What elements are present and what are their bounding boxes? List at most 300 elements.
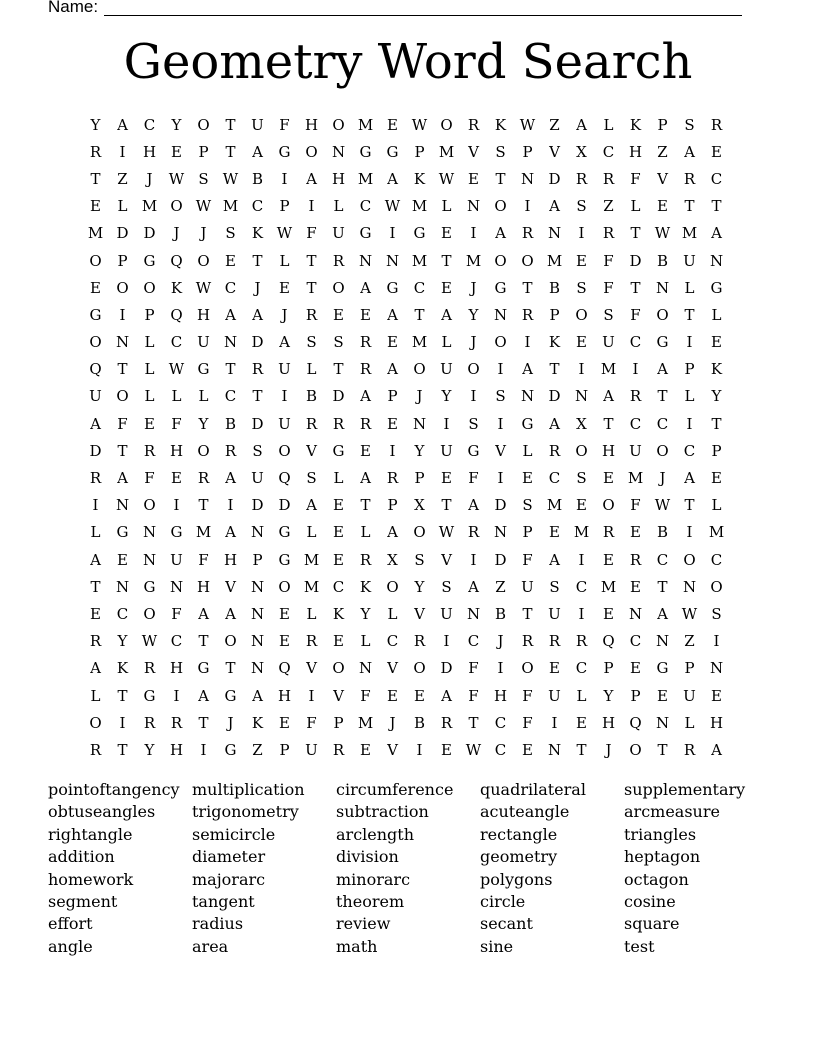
grid-letter: N xyxy=(223,333,238,352)
grid-letter: U xyxy=(332,224,345,243)
grid-letter: A xyxy=(387,523,398,542)
grid-letter: A xyxy=(90,550,101,569)
grid-letter: G xyxy=(143,686,156,705)
grid-letter: M xyxy=(438,142,455,161)
grid-letter: Y xyxy=(414,441,425,460)
word-list-item: majorarc xyxy=(192,869,266,889)
grid-letter: T xyxy=(306,251,317,270)
grid-letter: P xyxy=(117,251,128,270)
grid-letter: O xyxy=(278,577,291,596)
word-list-item: circle xyxy=(480,891,526,911)
grid-letter: E xyxy=(333,496,344,515)
grid-letter: B xyxy=(656,523,669,542)
grid-letter: O xyxy=(305,142,318,161)
grid-letter: F xyxy=(171,414,182,433)
grid-letter: R xyxy=(251,360,264,379)
grid-letter: R xyxy=(521,224,534,243)
grid-letter: I xyxy=(497,360,504,379)
word-list-item: triangles xyxy=(624,824,697,844)
grid-letter: E xyxy=(657,686,668,705)
grid-letter: H xyxy=(169,740,184,759)
grid-letter: R xyxy=(359,333,372,352)
grid-letter: K xyxy=(548,333,561,352)
grid-letter: G xyxy=(143,251,156,270)
grid-letter: D xyxy=(251,414,264,433)
grid-letter: D xyxy=(548,387,561,406)
grid-letter: Z xyxy=(684,632,695,651)
grid-letter: R xyxy=(440,713,453,732)
grid-letter: S xyxy=(576,278,587,297)
word-list-item: polygons xyxy=(480,869,553,889)
grid-letter: V xyxy=(549,142,560,161)
grid-letter: Q xyxy=(170,305,183,324)
grid-letter: S xyxy=(684,115,695,134)
grid-letter: R xyxy=(602,523,615,542)
grid-letter: E xyxy=(414,686,425,705)
grid-letter: X xyxy=(414,496,425,515)
grid-letter: P xyxy=(387,496,398,515)
grid-letter: W xyxy=(168,169,185,188)
grid-letter: R xyxy=(602,224,615,243)
grid-letter: E xyxy=(360,740,371,759)
grid-letter: D xyxy=(440,659,453,678)
grid-letter: C xyxy=(332,577,345,596)
grid-letter: J xyxy=(497,632,504,651)
grid-letter: M xyxy=(546,496,563,515)
grid-letter: Q xyxy=(170,251,183,270)
word-list-item: multiplication xyxy=(192,780,305,799)
grid-letter: C xyxy=(575,659,588,678)
grid-letter: U xyxy=(683,686,696,705)
grid-letter: R xyxy=(521,632,534,651)
grid-letter: O xyxy=(494,251,507,270)
grid-letter: U xyxy=(251,469,264,488)
grid-letter: T xyxy=(225,360,236,379)
grid-letter: K xyxy=(332,604,345,623)
grid-letter: A xyxy=(360,387,371,406)
grid-letter: A xyxy=(198,686,209,705)
grid-letter: T xyxy=(630,224,641,243)
grid-letter: M xyxy=(87,224,104,243)
grid-letter: O xyxy=(521,659,534,678)
grid-letter: N xyxy=(655,713,670,732)
grid-letter: L xyxy=(684,387,695,406)
grid-letter: I xyxy=(416,740,423,759)
grid-letter: F xyxy=(630,496,641,515)
word-list-item: arcmeasure xyxy=(624,802,720,822)
grid-letter: R xyxy=(305,305,318,324)
grid-letter: O xyxy=(710,577,723,596)
grid-letter: M xyxy=(195,523,212,542)
grid-letter: D xyxy=(494,550,507,569)
grid-letter: F xyxy=(144,469,155,488)
grid-letter: W xyxy=(438,169,455,188)
grid-letter: J xyxy=(389,713,396,732)
grid-letter: W xyxy=(654,496,671,515)
grid-letter: L xyxy=(333,469,344,488)
grid-letter: A xyxy=(711,740,722,759)
grid-letter: F xyxy=(198,550,209,569)
grid-letter: P xyxy=(333,713,344,732)
grid-letter: O xyxy=(116,387,129,406)
grid-letter: G xyxy=(224,686,237,705)
grid-letter: I xyxy=(686,333,693,352)
grid-letter: S xyxy=(441,577,452,596)
grid-letter: F xyxy=(360,686,371,705)
grid-letter: J xyxy=(416,387,423,406)
grid-letter: L xyxy=(90,523,101,542)
grid-letter: T xyxy=(711,197,722,216)
grid-letter: M xyxy=(573,523,590,542)
grid-letter: T xyxy=(630,278,641,297)
grid-letter: P xyxy=(144,305,155,324)
word-list-item: secant xyxy=(480,914,533,934)
grid-letter: A xyxy=(468,496,479,515)
grid-letter: F xyxy=(522,686,533,705)
grid-letter: E xyxy=(387,115,398,134)
grid-letter: S xyxy=(711,604,722,623)
grid-letter: A xyxy=(549,414,560,433)
grid-letter: L xyxy=(576,686,587,705)
grid-letter: I xyxy=(524,333,531,352)
grid-letter: S xyxy=(495,387,506,406)
grid-letter: E xyxy=(630,577,641,596)
grid-letter: F xyxy=(522,713,533,732)
grid-letter: C xyxy=(548,469,561,488)
grid-letter: R xyxy=(548,441,561,460)
grid-letter: S xyxy=(495,142,506,161)
grid-letter: X xyxy=(576,414,587,433)
grid-letter: N xyxy=(709,659,724,678)
grid-letter: G xyxy=(413,224,426,243)
grid-letter: K xyxy=(413,169,426,188)
grid-letter: L xyxy=(90,686,101,705)
word-list-item: minorarc xyxy=(336,869,411,889)
grid-letter: E xyxy=(711,142,722,161)
grid-letter: M xyxy=(546,251,563,270)
grid-letter: I xyxy=(281,169,288,188)
grid-letter: E xyxy=(387,414,398,433)
grid-letter: R xyxy=(305,632,318,651)
grid-letter: G xyxy=(224,740,237,759)
grid-letter: E xyxy=(171,142,182,161)
grid-letter: E xyxy=(576,496,587,515)
grid-letter: I xyxy=(686,523,693,542)
grid-letter: P xyxy=(684,659,695,678)
grid-letter: E xyxy=(333,632,344,651)
grid-letter: V xyxy=(333,686,344,705)
grid-letter: R xyxy=(710,115,723,134)
grid-letter: A xyxy=(252,686,263,705)
grid-letter: W xyxy=(654,224,671,243)
grid-letter: G xyxy=(494,278,507,297)
name-label: Name: xyxy=(48,0,99,16)
grid-letter: E xyxy=(90,604,101,623)
grid-letter: L xyxy=(360,523,371,542)
grid-letter: P xyxy=(549,305,560,324)
grid-letter: F xyxy=(603,278,614,297)
word-list-item: octagon xyxy=(624,869,689,889)
grid-letter: E xyxy=(333,550,344,569)
grid-letter: L xyxy=(171,387,182,406)
grid-letter: E xyxy=(90,197,101,216)
grid-letter: Q xyxy=(602,632,615,651)
grid-letter: E xyxy=(225,251,236,270)
letter-grid xyxy=(82,111,730,764)
grid-letter: T xyxy=(441,251,452,270)
grid-letter: R xyxy=(683,169,696,188)
grid-letter: E xyxy=(603,550,614,569)
grid-letter: C xyxy=(116,604,129,623)
grid-letter: O xyxy=(197,251,210,270)
word-list-item: pointoftangency xyxy=(48,780,180,799)
grid-letter: T xyxy=(252,251,263,270)
grid-letter: N xyxy=(655,632,670,651)
grid-letter: W xyxy=(222,169,239,188)
grid-letter: O xyxy=(602,496,615,515)
grid-letter: M xyxy=(600,577,617,596)
grid-letter: R xyxy=(170,713,183,732)
grid-letter: M xyxy=(411,333,428,352)
grid-letter: N xyxy=(115,333,130,352)
grid-letter: U xyxy=(548,686,561,705)
grid-letter: L xyxy=(522,441,533,460)
word-list-item: quadrilateral xyxy=(480,780,586,799)
grid-letter: R xyxy=(629,550,642,569)
grid-letter: E xyxy=(630,659,641,678)
grid-letter: Q xyxy=(629,713,642,732)
grid-letter: T xyxy=(441,496,452,515)
grid-letter: F xyxy=(279,115,290,134)
grid-letter: R xyxy=(575,632,588,651)
grid-letter: I xyxy=(308,197,315,216)
grid-letter: O xyxy=(656,441,669,460)
grid-letter: J xyxy=(659,469,666,488)
page-title: Geometry Word Search xyxy=(123,34,693,90)
grid-letter: D xyxy=(332,387,345,406)
grid-letter: L xyxy=(306,523,317,542)
grid-letter: F xyxy=(117,414,128,433)
grid-letter: D xyxy=(629,251,642,270)
grid-letter: O xyxy=(89,251,102,270)
grid-letter: A xyxy=(549,197,560,216)
grid-letter: N xyxy=(250,523,265,542)
grid-letter: O xyxy=(494,333,507,352)
grid-letter: K xyxy=(116,659,129,678)
grid-letter: I xyxy=(686,414,693,433)
grid-letter: L xyxy=(144,387,155,406)
grid-letter: H xyxy=(628,142,643,161)
grid-letter: I xyxy=(497,659,504,678)
grid-letter: N xyxy=(115,577,130,596)
grid-letter: O xyxy=(143,496,156,515)
grid-letter: I xyxy=(524,197,531,216)
grid-letter: G xyxy=(359,142,372,161)
grid-letter: O xyxy=(494,197,507,216)
grid-letter: F xyxy=(468,686,479,705)
grid-letter: P xyxy=(630,686,641,705)
grid-letter: A xyxy=(225,523,236,542)
grid-letter: C xyxy=(170,333,183,352)
grid-letter: R xyxy=(89,632,102,651)
grid-letter: E xyxy=(522,740,533,759)
grid-letter: M xyxy=(222,197,239,216)
grid-letter: R xyxy=(332,251,345,270)
grid-letter: C xyxy=(656,550,669,569)
grid-letter: E xyxy=(360,305,371,324)
grid-letter: N xyxy=(493,523,508,542)
grid-letter: E xyxy=(333,523,344,542)
grid-letter: C xyxy=(629,333,642,352)
grid-letter: N xyxy=(142,523,157,542)
grid-letter: A xyxy=(657,360,668,379)
grid-letter: E xyxy=(603,469,614,488)
grid-letter: G xyxy=(116,523,129,542)
grid-letter: L xyxy=(711,305,722,324)
grid-letter: A xyxy=(360,278,371,297)
grid-letter: C xyxy=(683,441,696,460)
grid-letter: Y xyxy=(468,305,479,324)
grid-letter: A xyxy=(522,360,533,379)
grid-letter: T xyxy=(198,496,209,515)
grid-letter: L xyxy=(117,197,128,216)
grid-letter: L xyxy=(711,496,722,515)
grid-letter: U xyxy=(89,387,102,406)
grid-letter: A xyxy=(306,496,317,515)
grid-letter: A xyxy=(684,469,695,488)
grid-letter: T xyxy=(657,387,668,406)
grid-letter: C xyxy=(629,414,642,433)
grid-letter: Z xyxy=(495,577,506,596)
grid-letter: O xyxy=(332,278,345,297)
grid-letter: I xyxy=(119,305,126,324)
grid-letter: H xyxy=(601,713,616,732)
grid-letter: I xyxy=(389,441,396,460)
word-list-item: theorem xyxy=(336,891,405,911)
grid-letter: I xyxy=(443,632,450,651)
grid-letter: U xyxy=(629,441,642,460)
grid-letter: O xyxy=(386,577,399,596)
grid-letter: R xyxy=(359,414,372,433)
grid-letter: Z xyxy=(603,197,614,216)
grid-letter: A xyxy=(90,414,101,433)
grid-letter: M xyxy=(411,251,428,270)
grid-letter: U xyxy=(197,333,210,352)
grid-letter: F xyxy=(171,604,182,623)
grid-letter: G xyxy=(386,142,399,161)
grid-letter: I xyxy=(578,550,585,569)
grid-letter: C xyxy=(386,632,399,651)
grid-letter: R xyxy=(629,387,642,406)
grid-letter: U xyxy=(278,360,291,379)
grid-letter: L xyxy=(144,360,155,379)
grid-letter: G xyxy=(197,659,210,678)
grid-letter: E xyxy=(279,278,290,297)
grid-letter: A xyxy=(441,305,452,324)
grid-letter: L xyxy=(684,713,695,732)
grid-letter: I xyxy=(497,414,504,433)
grid-letter: A xyxy=(711,224,722,243)
word-list-item: effort xyxy=(48,914,93,934)
grid-letter: K xyxy=(710,360,723,379)
grid-letter: T xyxy=(333,360,344,379)
grid-letter: B xyxy=(305,387,318,406)
grid-letter: L xyxy=(684,278,695,297)
grid-letter: N xyxy=(250,577,265,596)
grid-letter: E xyxy=(549,523,560,542)
grid-letter: A xyxy=(360,469,371,488)
grid-letter: S xyxy=(225,224,236,243)
grid-letter: M xyxy=(357,115,374,134)
grid-letter: R xyxy=(143,441,156,460)
word-list-item: segment xyxy=(48,891,118,911)
grid-letter: T xyxy=(495,169,506,188)
grid-letter: T xyxy=(225,142,236,161)
grid-letter: Y xyxy=(360,604,371,623)
grid-letter: P xyxy=(387,387,398,406)
grid-letter: E xyxy=(90,278,101,297)
grid-letter: Y xyxy=(441,387,452,406)
grid-letter: M xyxy=(357,713,374,732)
grid-letter: B xyxy=(413,713,426,732)
grid-letter: V xyxy=(468,142,479,161)
grid-letter: R xyxy=(89,142,102,161)
grid-letter: M xyxy=(600,360,617,379)
grid-letter: Z xyxy=(657,142,668,161)
grid-letter: C xyxy=(629,632,642,651)
grid-letter: E xyxy=(171,469,182,488)
grid-letter: L xyxy=(387,604,398,623)
grid-letter: L xyxy=(603,115,614,134)
grid-letter: C xyxy=(710,550,723,569)
grid-letter: J xyxy=(200,224,207,243)
grid-letter: T xyxy=(225,659,236,678)
grid-letter: A xyxy=(252,142,263,161)
grid-letter: I xyxy=(119,713,126,732)
grid-letter: D xyxy=(278,496,291,515)
grid-letter: C xyxy=(467,632,480,651)
word-list-item: rightangle xyxy=(48,824,133,844)
grid-letter: C xyxy=(494,740,507,759)
word-list-item: radius xyxy=(192,914,244,934)
grid-letter: G xyxy=(710,278,723,297)
grid-letter: I xyxy=(200,740,207,759)
grid-letter: M xyxy=(465,251,482,270)
grid-letter: A xyxy=(117,469,128,488)
grid-letter: R xyxy=(386,469,399,488)
grid-letter: B xyxy=(548,278,561,297)
grid-letter: A xyxy=(684,142,695,161)
grid-letter: V xyxy=(414,604,425,623)
word-list-item: review xyxy=(336,914,391,934)
grid-letter: E xyxy=(657,197,668,216)
grid-letter: H xyxy=(196,305,211,324)
grid-letter: A xyxy=(252,305,263,324)
grid-letter: H xyxy=(331,169,346,188)
grid-letter: K xyxy=(359,577,372,596)
grid-letter: N xyxy=(628,604,643,623)
grid-letter: W xyxy=(276,224,293,243)
word-list-item: obtuseangles xyxy=(48,802,156,822)
grid-letter: E xyxy=(387,686,398,705)
grid-letter: O xyxy=(116,278,129,297)
grid-letter: L xyxy=(279,251,290,270)
grid-letter: Q xyxy=(89,360,102,379)
grid-letter: E xyxy=(279,713,290,732)
grid-letter: S xyxy=(333,333,344,352)
grid-letter: N xyxy=(250,604,265,623)
grid-letter: A xyxy=(117,115,128,134)
